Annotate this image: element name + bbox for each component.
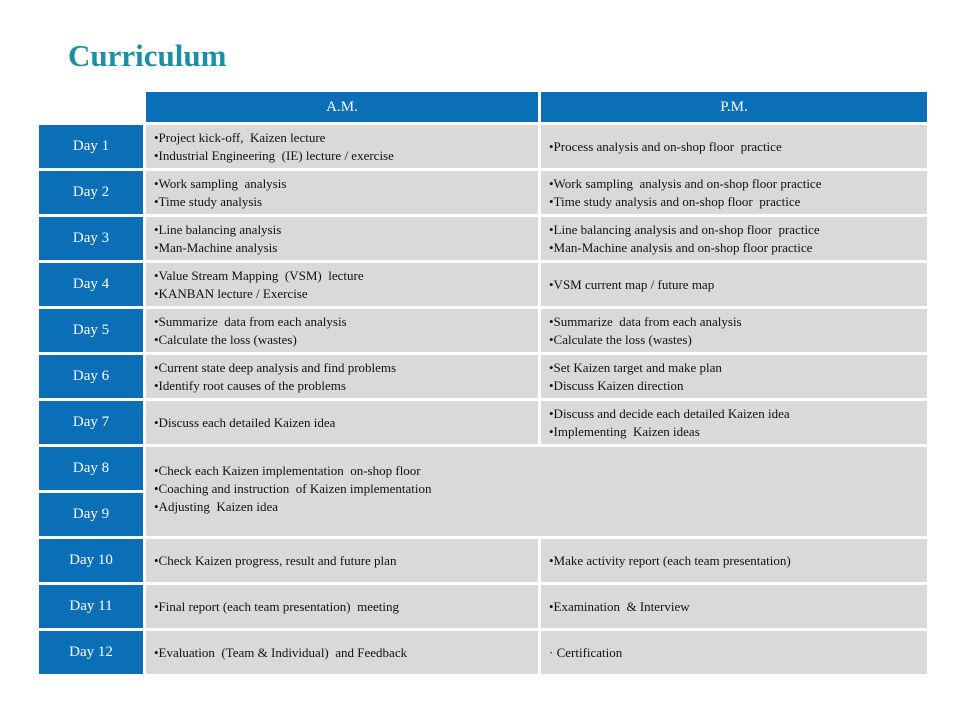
- day-label: Day 5: [39, 309, 143, 352]
- am-line: •Industrial Engineering (IE) lecture / exercise: [154, 147, 394, 163]
- day-label: Day 3: [39, 217, 143, 260]
- pm-line: •Summarize data from each analysis: [549, 313, 742, 329]
- pm-line: · Certification: [549, 644, 623, 660]
- pm-line: •Work sampling analysis and on-shop floor practice: [549, 175, 822, 191]
- day-label: Day 11: [39, 585, 143, 628]
- am-line: •Final report (each team presentation) meeting: [154, 598, 399, 614]
- merged-line: •Coaching and instruction of Kaizen implementation: [154, 480, 432, 496]
- merged-line: •Check each Kaizen implementation on-shop floor: [154, 462, 421, 478]
- am-line: •Identify root causes of the problems: [154, 377, 346, 393]
- am-cell: [146, 217, 538, 260]
- am-cell: [146, 585, 538, 628]
- day-label: Day 12: [39, 631, 143, 674]
- curriculum-table: [39, 92, 927, 674]
- am-line: •Line balancing analysis: [154, 221, 282, 237]
- page-title: Curriculum: [68, 38, 227, 73]
- day-label: Day 8: [39, 447, 143, 490]
- day-label: Day 6: [39, 355, 143, 398]
- am-cell: [146, 631, 538, 674]
- days-8-9-merged-cell: [146, 447, 927, 536]
- am-cell: [146, 263, 538, 306]
- pm-line: •Process analysis and on-shop floor practice: [549, 138, 782, 154]
- am-line: •Work sampling analysis: [154, 175, 287, 191]
- pm-cell: [541, 401, 927, 444]
- pm-line: •Man-Machine analysis and on-shop floor practice: [549, 239, 813, 255]
- am-cell: [146, 539, 538, 582]
- pm-cell: [541, 309, 927, 352]
- pm-line: •Discuss and decide each detailed Kaizen idea: [549, 405, 790, 421]
- am-line: •Current state deep analysis and find problems: [154, 359, 397, 375]
- pm-line: •VSM current map / future map: [549, 276, 715, 292]
- am-line: •Check Kaizen progress, result and future plan: [154, 552, 397, 568]
- am-cell: [146, 401, 538, 444]
- pm-line: •Calculate the loss (wastes): [549, 331, 692, 347]
- pm-line: •Line balancing analysis and on-shop floor practice: [549, 221, 820, 237]
- merged-line: •Adjusting Kaizen idea: [154, 498, 279, 514]
- am-line: •KANBAN lecture / Exercise: [154, 285, 308, 301]
- am-line: •Project kick-off, Kaizen lecture: [154, 129, 326, 145]
- day-label: Day 9: [39, 493, 143, 536]
- pm-line: •Implementing Kaizen ideas: [549, 423, 700, 439]
- pm-cell: [541, 539, 927, 582]
- am-cell: [146, 125, 538, 168]
- day-label: Day 1: [39, 125, 143, 168]
- am-cell: [146, 171, 538, 214]
- pm-header: P.M.: [541, 92, 927, 122]
- am-cell: [146, 355, 538, 398]
- am-line: •Discuss each detailed Kaizen idea: [154, 414, 336, 430]
- am-line: •Man-Machine analysis: [154, 239, 278, 255]
- am-line: •Evaluation (Team & Individual) and Feedback: [154, 644, 408, 660]
- pm-cell: [541, 631, 927, 674]
- day-label: Day 10: [39, 539, 143, 582]
- am-line: •Calculate the loss (wastes): [154, 331, 297, 347]
- day-label: Day 2: [39, 171, 143, 214]
- pm-line: •Examination & Interview: [549, 598, 690, 614]
- pm-line: •Discuss Kaizen direction: [549, 377, 684, 393]
- pm-line: •Set Kaizen target and make plan: [549, 359, 722, 375]
- pm-line: •Time study analysis and on-shop floor practice: [549, 193, 801, 209]
- pm-cell: [541, 171, 927, 214]
- am-line: •Value Stream Mapping (VSM) lecture: [154, 267, 364, 283]
- am-line: •Time study analysis: [154, 193, 263, 209]
- am-line: •Summarize data from each analysis: [154, 313, 347, 329]
- day-label: Day 7: [39, 401, 143, 444]
- pm-line: •Make activity report (each team presentation): [549, 552, 791, 568]
- am-cell: [146, 309, 538, 352]
- pm-cell: [541, 217, 927, 260]
- day-label: Day 4: [39, 263, 143, 306]
- am-header: A.M.: [146, 92, 538, 122]
- pm-cell: [541, 585, 927, 628]
- pm-cell: [541, 263, 927, 306]
- corner-empty: [39, 92, 143, 122]
- pm-cell: [541, 125, 927, 168]
- pm-cell: [541, 355, 927, 398]
